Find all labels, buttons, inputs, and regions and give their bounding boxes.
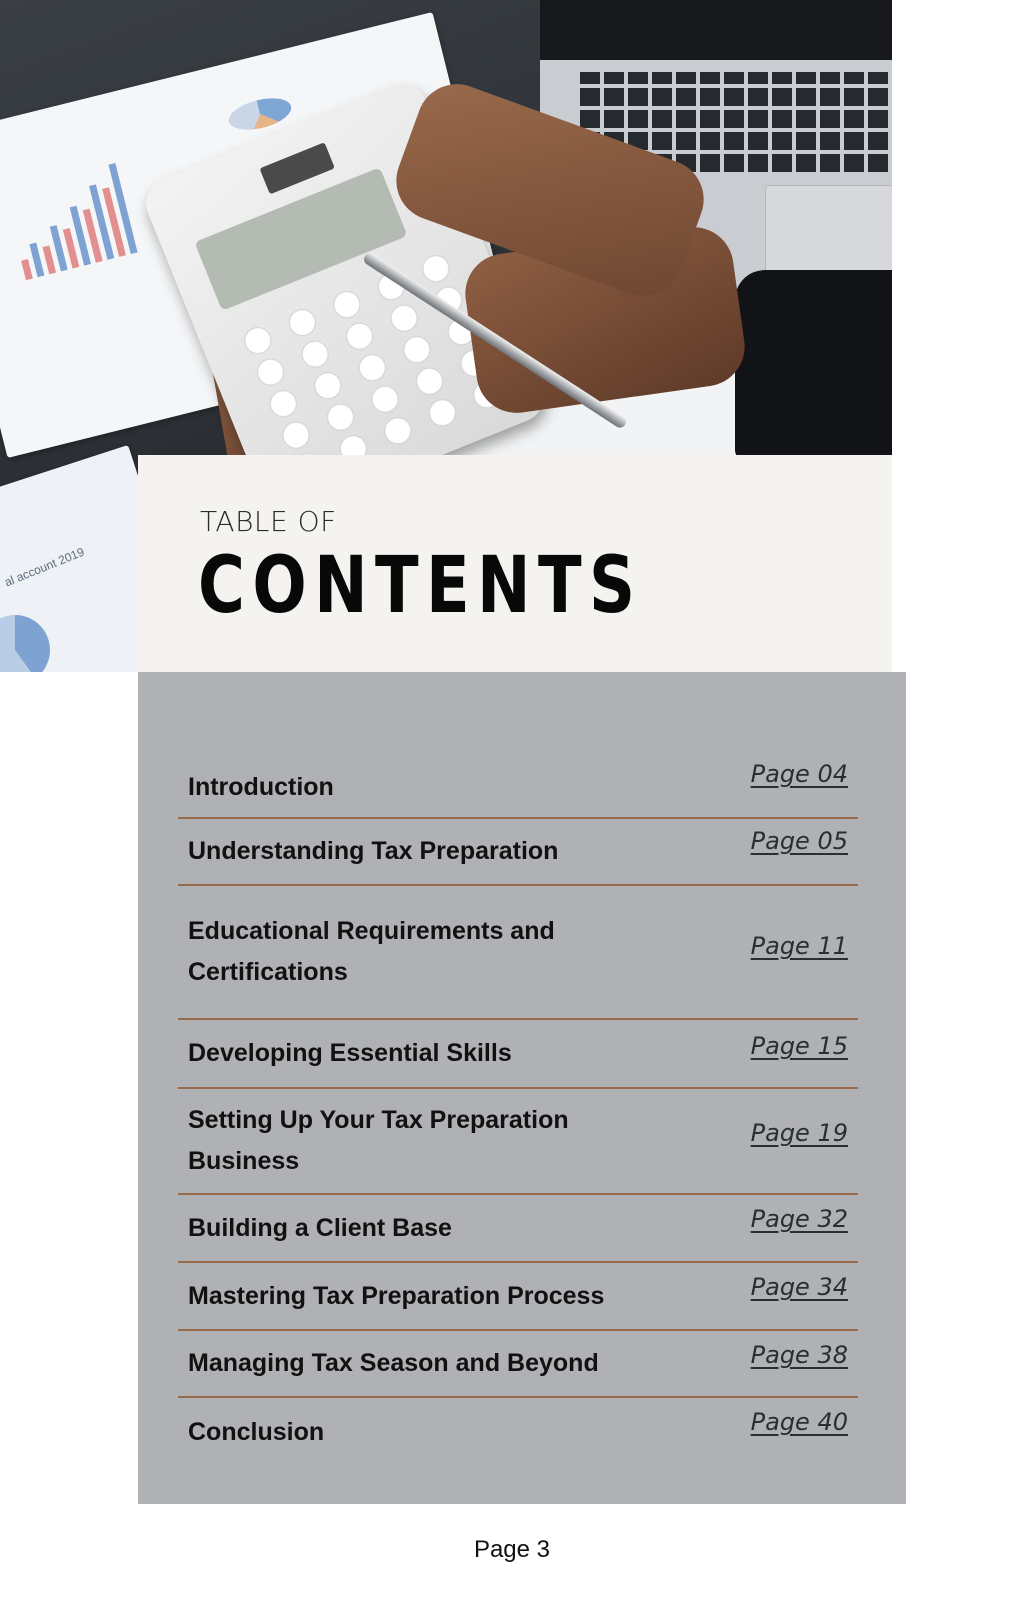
toc-entry-title: Managing Tax Season and Beyond — [188, 1349, 599, 1377]
sleeve — [735, 270, 892, 460]
toc-entry-title: Building a Client Base — [188, 1213, 452, 1242]
report-caption: al account 2019 — [2, 544, 87, 590]
page-title: CONTENTS — [198, 541, 643, 631]
laptop-screen — [540, 0, 892, 60]
toc-list — [178, 758, 858, 1466]
toc-entry-title: Developing Essential Skills — [188, 1039, 512, 1067]
toc-entry-title: Introduction — [188, 773, 334, 801]
toc-entry-title: Conclusion — [188, 1417, 325, 1446]
toc-entry-introduction[interactable] — [178, 758, 858, 819]
page-number: Page 3 — [473, 1536, 551, 1563]
toc-entry-title: Educational Requirements and Certifications — [188, 917, 555, 986]
toc-page-link[interactable]: Page 38 — [750, 1341, 848, 1369]
toc-entry-developing[interactable] — [178, 1020, 858, 1089]
toc-page-link[interactable]: Page 15 — [750, 1032, 848, 1060]
toc-entry-title: Understanding Tax Preparation — [188, 837, 559, 865]
toc-entry-mastering[interactable] — [178, 1263, 858, 1331]
toc-page-link[interactable]: Page 04 — [750, 760, 848, 788]
toc-entry-title: Setting Up Your Tax Preparation Business — [188, 1106, 569, 1175]
calculator-solar-panel — [259, 142, 334, 194]
title-prefix: TABLE OF — [200, 505, 337, 538]
toc-entry-understanding[interactable] — [178, 819, 858, 886]
contents-panel — [138, 672, 906, 1504]
toc-page-link[interactable]: Page 19 — [750, 1119, 848, 1147]
title-card — [138, 455, 892, 672]
toc-page-link[interactable]: Page 40 — [750, 1408, 848, 1436]
toc-entry-managing[interactable] — [178, 1331, 858, 1398]
toc-page-link[interactable]: Page 11 — [750, 932, 848, 960]
toc-entry-conclusion[interactable] — [178, 1398, 858, 1466]
laptop-trackpad — [765, 185, 892, 275]
toc-entry-educational[interactable] — [178, 886, 858, 1020]
toc-page-link[interactable]: Page 05 — [750, 827, 848, 855]
toc-page-link[interactable]: Page 32 — [750, 1205, 848, 1233]
toc-page-link[interactable]: Page 34 — [750, 1273, 848, 1301]
toc-entry-client-base[interactable] — [178, 1195, 858, 1263]
toc-entry-setting-up[interactable] — [178, 1089, 858, 1195]
toc-entry-title: Mastering Tax Preparation Process — [188, 1281, 605, 1310]
